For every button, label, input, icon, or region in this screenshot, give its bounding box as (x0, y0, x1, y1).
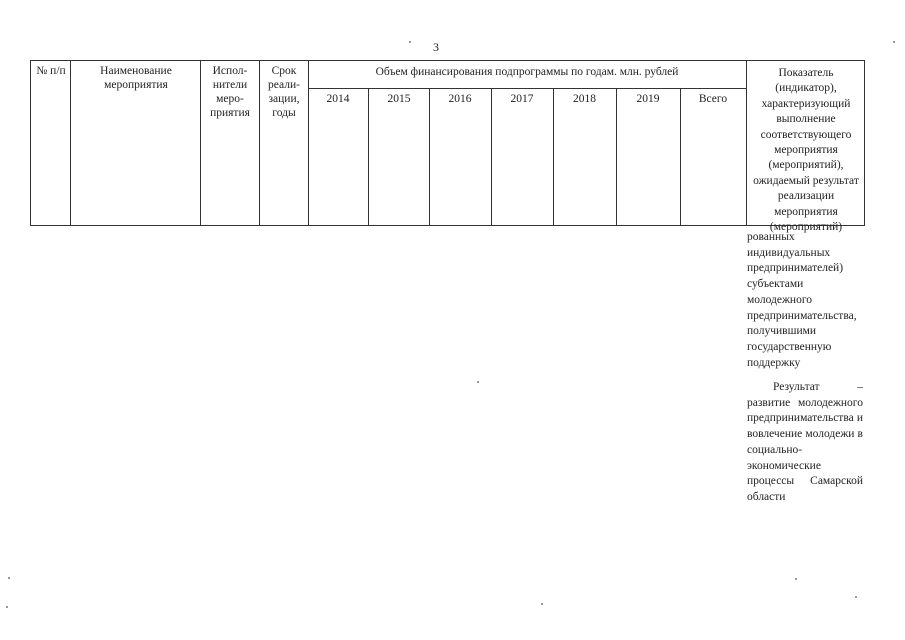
scan-speck (477, 381, 479, 383)
year-2018: 2018 (573, 93, 596, 105)
header-term: Срок реали-зации, годы (268, 65, 300, 119)
scan-speck (8, 577, 10, 579)
scan-speck (893, 41, 895, 43)
header-funding: Объем финансирования подпрограммы по годам. млн. рублей (375, 66, 679, 78)
scan-speck (6, 606, 8, 608)
year-2016: 2016 (448, 93, 472, 105)
scan-speck (541, 603, 543, 605)
header-indicator: Показатель (индикатор), характеризующий выполнение соответствующего мероприятия (мероприятий), ожидаемый результат реализации мероприятия (мероприятий) (753, 67, 859, 234)
scan-speck (409, 41, 411, 43)
header-executors: Испол-нители меро-приятия (210, 65, 250, 119)
page-number: 3 (433, 40, 439, 54)
year-2015: 2015 (387, 93, 411, 105)
header-name: Наименование мероприятия (100, 65, 172, 91)
scan-speck (795, 578, 797, 580)
header-num: № п/п (36, 65, 66, 77)
year-2019: 2019 (636, 93, 660, 105)
continuation-text: рованных индивидуальных предпринимателей) субъектами молодежного предпринимательства, получившими государственную поддержку (747, 231, 857, 369)
year-2017: 2017 (510, 93, 534, 105)
scan-speck (855, 596, 857, 598)
table-header (30, 60, 865, 234)
year-total: Всего (698, 93, 728, 105)
year-2014: 2014 (326, 93, 350, 105)
result-text: Результат – развитие молодежного предпринимательства и вовлечение молодежи в социально-экономические процессы Самарской области (747, 381, 863, 503)
